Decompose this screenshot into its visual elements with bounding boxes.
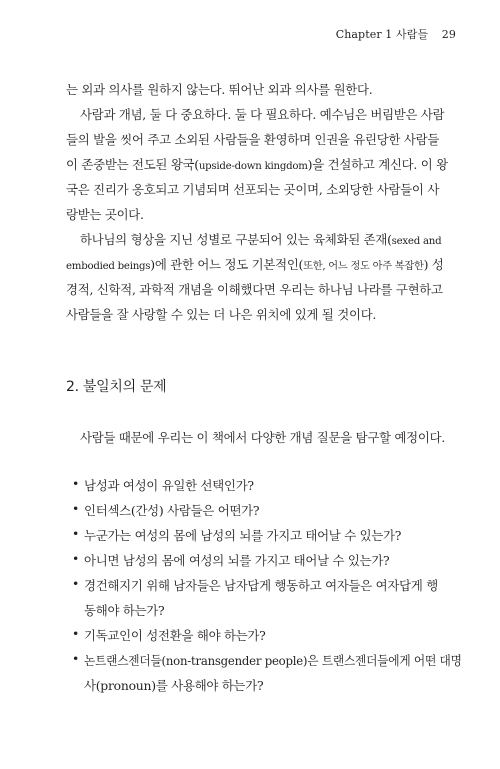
english-term: sexed and (391, 236, 442, 247)
chapter-title: 사람들 (396, 28, 429, 41)
page-number: 29 (441, 28, 456, 41)
list-item-text: 동해야 하는가? (84, 603, 165, 618)
list-item-text: 누군가는 여성의 몸에 남성의 뇌를 가지고 태어날 수 있는가? (84, 528, 402, 543)
body-line (80, 230, 441, 248)
chapter-label: Chapter 1 (335, 28, 393, 41)
list-item-text: 기독교인이 성전환을 해야 하는가? (84, 628, 266, 643)
list-item-text: 사(pronoun)를 사용해야 하는가? (84, 678, 264, 693)
bullet-marker: • (72, 551, 80, 566)
list-item-text: 경건해지기 위해 남자들은 남자답게 행동하고 여자들은 여자답게 행 (84, 578, 438, 593)
english-term: upside-down kingdom (198, 161, 308, 172)
body-line (66, 155, 448, 173)
body-line: 는 외과 의사를 원하지 않는다. 뛰어난 외과 의사를 원한다. (66, 82, 373, 97)
bullet-marker: • (72, 576, 80, 591)
bullet-marker: • (72, 476, 80, 491)
body-line: 국은 진리가 옹호되고 기념되며 선포되는 곳이며, 소외당한 사람들이 사 (66, 182, 440, 197)
body-line: 경적, 신학적, 과학적 개념을 이해했다면 우리는 하나님 나라를 구현하고 (66, 282, 443, 297)
list-item-text: 논트랜스젠더들(non-transgender people)은 트랜스젠더들에게 어떤 대명 (84, 653, 462, 668)
running-head (336, 26, 456, 42)
list-item-text: 남성과 여성이 유일한 선택인가? (84, 478, 254, 493)
parenthetical-text: 또한, 어느 정도 아주 복잡한 (303, 261, 424, 272)
english-term: embodied beings (66, 261, 151, 272)
body-text: ) 성 (423, 257, 444, 272)
body-text: 하나님의 형상을 지닌 성별로 구분되어 있는 육체화된 존재( (80, 232, 392, 247)
bullet-marker: • (72, 526, 80, 541)
bullet-marker: • (72, 501, 80, 516)
bullet-marker: • (72, 651, 80, 666)
body-line: 들의 발을 씻어 주고 소외된 사람들을 환영하며 인권을 유린당한 사람들 (66, 132, 440, 147)
bullet-marker: • (72, 626, 80, 641)
body-text: )을 건설하고 계신다. 이 왕 (307, 157, 448, 172)
list-item-text: 아니면 남성의 몸에 여성의 뇌를 가지고 태어날 수 있는가? (84, 553, 390, 568)
body-line (66, 255, 444, 273)
section-heading: 2. 불일치의 문제 (66, 379, 167, 395)
section-intro: 사람들 때문에 우리는 이 책에서 다양한 개념 질문을 탐구할 예정이다. (80, 430, 446, 445)
list-item-text: 인터섹스(간성) 사람들은 어떤가? (84, 503, 260, 518)
body-line: 랑받는 곳이다. (66, 207, 144, 222)
body-text: 이 존중받는 전도된 왕국( (66, 157, 199, 172)
body-text: )에 관한 어느 정도 기본적인( (150, 257, 304, 272)
body-line: 사람과 개념, 둘 다 중요하다. 둘 다 필요하다. 예수님은 버림받은 사람 (80, 107, 445, 122)
body-line: 사람들을 잘 사랑할 수 있는 더 나은 위치에 있게 될 것이다. (66, 307, 377, 322)
